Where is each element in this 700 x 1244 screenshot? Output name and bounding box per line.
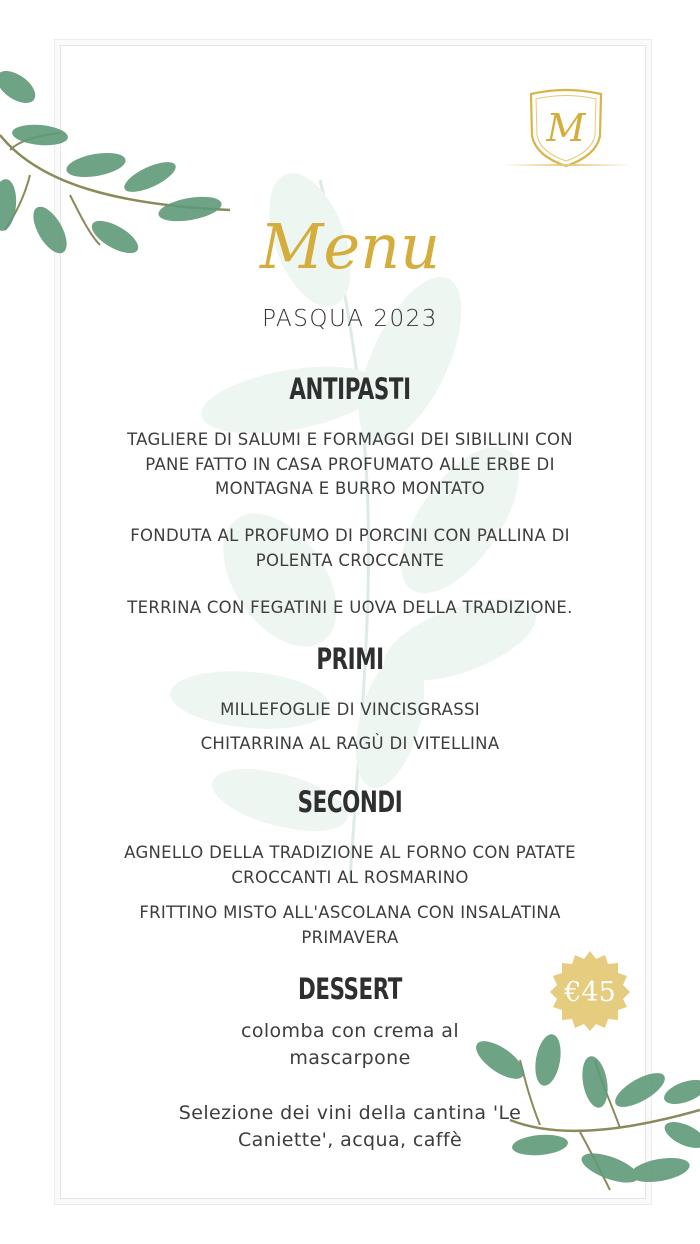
price-seal-icon [549,950,631,1032]
menu-item: AGNELLO DELLA TRADIZIONE AL FORNO CON PATATE CROCCANTI AL ROSMARINO [124,843,576,887]
monogram-crest-icon [526,86,606,168]
section-title-antipasti: ANTIPASTI [289,372,411,406]
section-title-dessert: DESSERT [298,972,402,1006]
menu-footer-note: Selezione dei vini della cantina 'Le Caniette', acqua, caffè [178,1102,522,1151]
leaf-branch-icon [0,55,240,265]
menu-title [230,200,470,290]
menu-item: FRITTINO MISTO ALL'ASCOLANA CON INSALATINA PRIMAVERA [139,903,561,947]
menu-item: MILLEFOGLIE DI VINCISGRASSI [220,700,480,719]
price-label: €45 [564,977,616,1008]
section-title-secondi: SECONDI [297,785,403,819]
monogram-letter: M [546,106,586,150]
menu-item: TAGLIERE DI SALUMI E FORMAGGI DEI SIBILLINI CON PANE FATTO IN CASA PROFUMATO ALLE ERBE DI MONTAGNA E BURRO MONTATO [127,430,573,498]
menu-item: CHITARRINA AL RAGÙ DI VITELLINA [200,734,500,753]
monogram-divider [502,164,632,166]
menu-item: TERRINA CON FEGATINI E UOVA DELLA TRADIZIONE. [127,598,573,617]
menu-item: FONDUTA AL PROFUMO DI PORCINI CON PALLINA DI POLENTA CROCCANTE [130,526,570,570]
menu-subtitle: PASQUA 2023 [262,306,438,332]
section-title-primi: PRIMI [316,642,384,676]
menu-title-text: Menu [259,210,441,283]
menu-item: colomba con crema al mascarpone [240,1020,460,1069]
